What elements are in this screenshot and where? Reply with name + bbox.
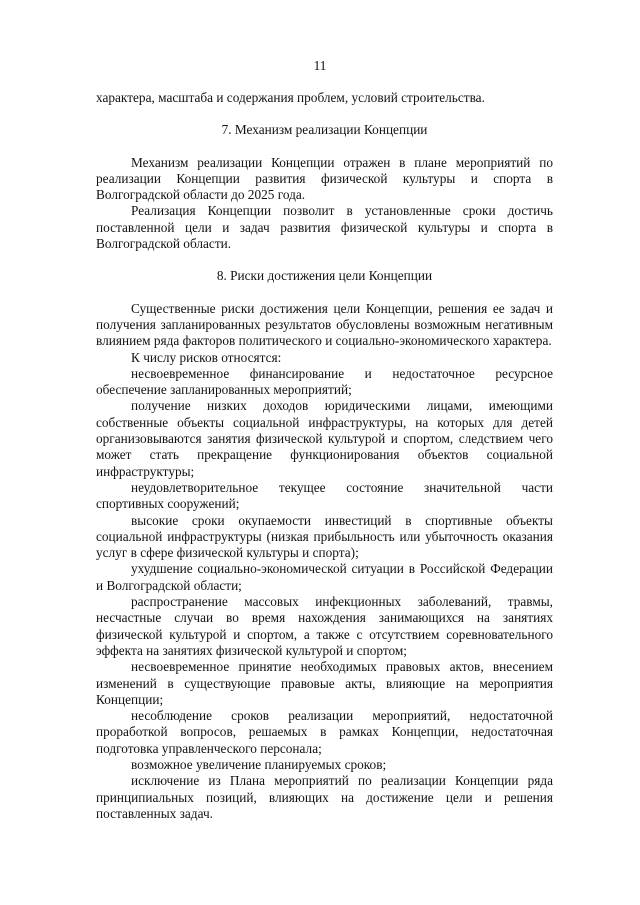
risk-item: возможное увеличение планируемых сроков; [131, 756, 387, 772]
risk-item: несвоевременное финансирование и недостаточное ресурсное обеспечение запланированных мероприятий; [96, 365, 553, 398]
document-body [96, 90, 553, 822]
risk-item: высокие сроки окупаемости инвестиций в спортивные объекты социальной инфраструктуры (низкая прибыльность или убыточность оказания услуг в сфере физической культуры и спорта); [96, 512, 553, 561]
section-7-paragraph: Реализация Концепции позволит в установленные сроки достичь поставленной цели и задач развития физической культуры и спорта в Волгоградской области. [96, 203, 553, 252]
risk-item: неудовлетворительное текущее состояние значительной части спортивных сооружений; [96, 479, 553, 512]
section-7-paragraph: Механизм реализации Концепции отражен в плане мероприятий по реализации Концепции развития физической культуры и спорта в Волгоградской области до 2025 года. [96, 154, 553, 203]
page-number: 11 [313, 58, 327, 73]
risk-list-intro: К числу рисков относятся: [131, 349, 282, 365]
section-8-intro: Существенные риски достижения цели Концепции, решения ее задач и получения запланированных результатов обусловлены возможным негативным влиянием ряда факторов политического и социально-экономического характера. [96, 300, 553, 349]
section-7-title: 7. Механизм реализации Концепции [221, 122, 428, 138]
risk-item: ухудшение социально-экономической ситуации в Российской Федерации и Волгоградской области; [96, 561, 553, 593]
risk-item: исключение из Плана мероприятий по реализации Концепции ряда принципиальных позиций, влияющих на достижение цели и решения поставленных задач. [96, 773, 553, 821]
risk-item: несоблюдение сроков реализации мероприятий, недостаточной проработкой вопросов, решаемых в рамках Концепции, недостаточная подготовка управленческого персонала; [96, 708, 553, 756]
risk-item: несвоевременное принятие необходимых правовых актов, внесением изменений в существующие правовые акты, влияющие на мероприятия Концепции; [96, 659, 553, 707]
intro-line: характера, масштаба и содержания проблем, условий строительства. [96, 90, 485, 105]
section-8-title: 8. Риски достижения цели Концепции [216, 268, 433, 284]
risk-item: получение низких доходов юридическими лицами, имеющими собственные объекты социальной инфраструктуры, на которых для детей организовываются занятия физической культурой и спортом, следствием чего может стать прекращение функционирования объектов социальной инфраструктуры; [96, 398, 553, 479]
risk-item: распространение массовых инфекционных заболеваний, травмы, несчастные случаи во время нахождения занимающихся на занятиях физической культурой и спортом, а также с отсутствием соревновательного эффекта на занятиях физической культурой и спортом; [96, 594, 553, 658]
